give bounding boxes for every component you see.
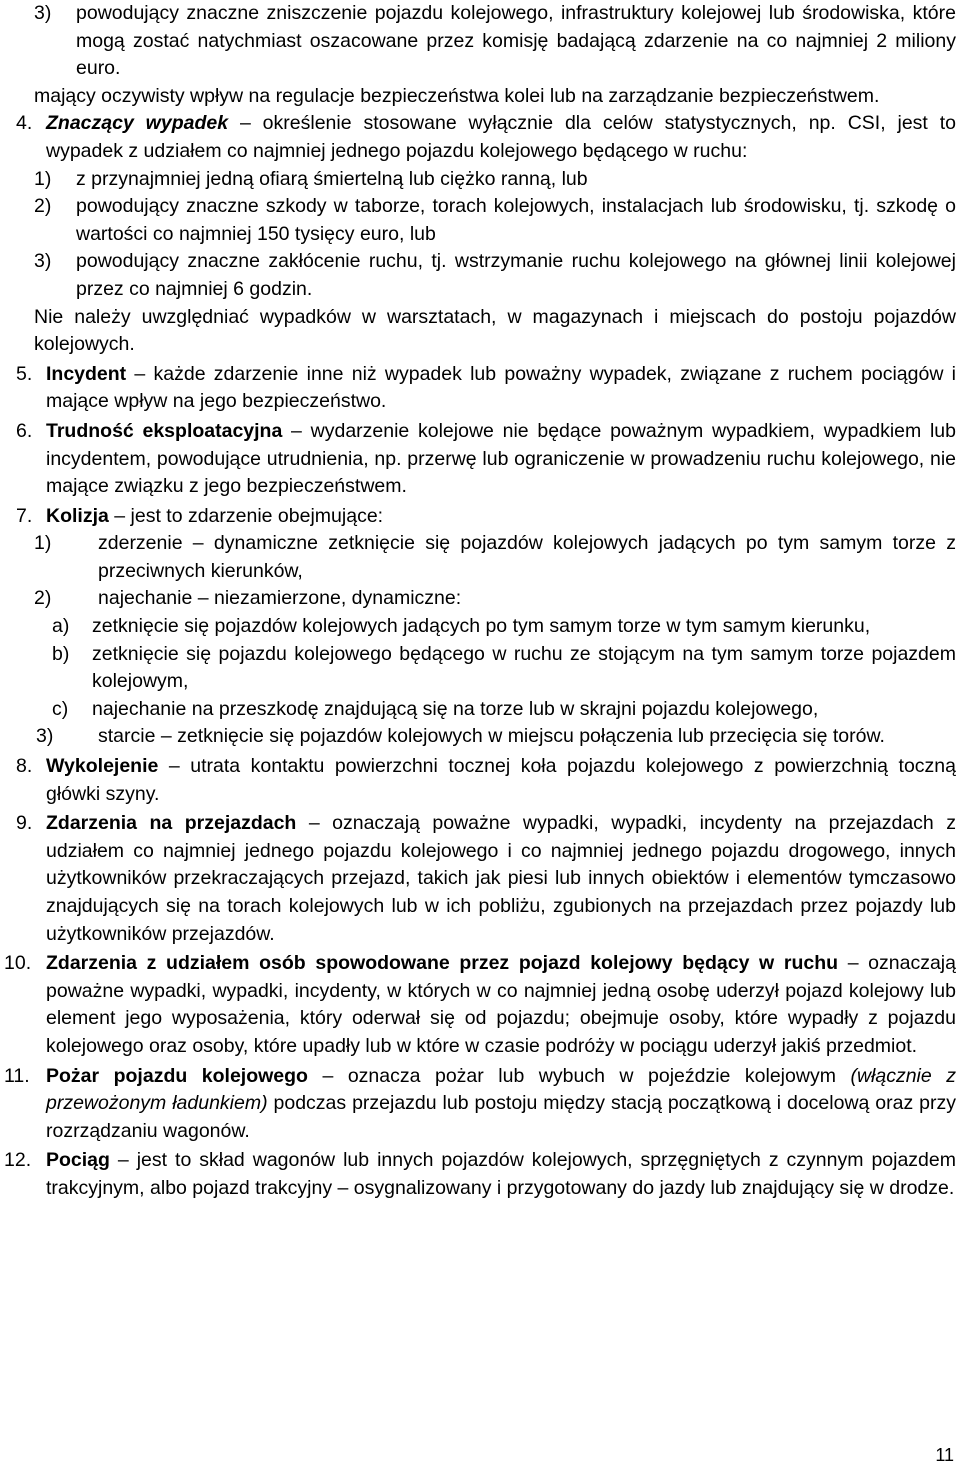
- definition-7: 7. Kolizja – jest to zdarzenie obejmujące:: [16, 504, 384, 527]
- item-text: mający oczywisty wpływ na regulacje bezpieczeństwa kolei lub na zarządzanie bezpieczeństwem.: [34, 84, 880, 107]
- list-item: 1) z przynajmniej jedną ofiarą śmiertelną lub ciężko ranną, lub: [34, 167, 588, 190]
- definition-term: Incydent: [46, 362, 127, 385]
- sub-list-item: a) zetknięcie się pojazdów kolejowych jadących po tym samym torze w tym samym kierunku,: [52, 615, 871, 638]
- definition-term: Zdarzenia na przejazdach: [46, 812, 297, 835]
- document-body: [4, 0, 956, 1203]
- definition-term: Zdarzenia z udziałem osób spowodowane przez pojazd kolejowy będący w ruchu: [46, 952, 839, 975]
- list-item: 2) powodujący znaczne szkody w taborze, torach kolejowych, instalacjach lub środowisku, tj. szkodę o wartości co najmniej 150 tysięcy euro, lub: [34, 195, 956, 245]
- definition-11: 11. Pożar pojazdu kolejowego – oznacza pożar lub wybuch w pojeździe kolejowym (włącznie z przewożonym ładunkiem) podczas przejazdu lub postoju między stacją początkową i docelową oraz przy rozrządzaniu wagonów.: [4, 1064, 956, 1142]
- definition-term: Znaczący wypadek: [46, 112, 229, 135]
- definition-text: – określenie stosowane wyłącznie dla celów statystycznych, np. CSI, jest to wypadek z udziałem co najmniej jednego pojazdu kolejowego będącego w ruchu:: [46, 112, 956, 162]
- definition-10: 10. Zdarzenia z udziałem osób spowodowane przez pojazd kolejowy będący w ruchu – oznaczają poważne wypadki, wypadki, incydenty, w których w co najmniej jedną osobę uderzył pojazd kolejowy lub element jego wyposażenia, który oderwał się od pojazdu; obejmuje osoby, które wypadły z pojazdu kolejowego oraz osoby, które upadły lub w które w czasie podróży w pociągu uderzył jakiś przedmiot.: [4, 952, 956, 1057]
- item-text: powodujący znaczne zniszczenie pojazdu kolejowego, infrastruktury kolejowej lub środowiska, które mogą zostać natychmiast oszacowane przez komisję badającą zdarzenie na co najmniej 2 miliony euro.: [76, 2, 956, 80]
- list-item: 3) starcie – zetknięcie się pojazdów kolejowych w miejscu połączenia lub przecięcia się torów.: [36, 725, 885, 748]
- definition-12: 12. Pociąg – jest to skład wagonów lub innych pojazdów kolejowych, sprzęgniętych z czynnym pojazdem trakcyjnym, albo pojazd trakcyjny – osygnalizowany i przygotowany do jazdy lub znajdujący się w drodze.: [4, 1149, 956, 1199]
- definition-8: 8. Wykolejenie – utrata kontaktu powierzchni tocznej koła pojazdu kolejowego z powierzchnią toczną główki szyny.: [16, 755, 956, 805]
- page-number: 11: [935, 1445, 954, 1465]
- note-paragraph: Nie należy uwzględniać wypadków w warsztatach, w magazynach i miejscach do postoju pojazdów kolejowych.: [34, 305, 956, 356]
- list-item: [34, 83, 956, 111]
- definition-term: Wykolejenie: [46, 755, 159, 778]
- list-item: [34, 0, 956, 83]
- sub-list-item: c) najechanie na przeszkodę znajdującą się na torze lub w skrajni pojazdu kolejowego,: [52, 697, 819, 720]
- definition-term: Kolizja: [46, 504, 109, 527]
- definition-number: 4.: [16, 112, 33, 135]
- definition-9: 9. Zdarzenia na przejazdach – oznaczają poważne wypadki, wypadki, incydenty na przejazdach z udziałem co najmniej jednego pojazdu kolejowego i co najmniej jednego pojazdu drogowego, innych użytkowników przekraczających przejazd, takich jak piesi lub innych obiektów i elementów tymczasowo znajdujących się na torach kolejowych lub w ich pobliżu, zgubionych na przejazdach przez pojazdy lub użytkowników przejazdów.: [16, 812, 956, 945]
- sub-list-item: b) zetknięcie się pojazdu kolejowego będącego w ruchu ze stojącym na tym samym torze pojazdem kolejowym,: [52, 642, 956, 693]
- definition-4: [16, 110, 956, 165]
- definition-6: 6. Trudność eksploatacyjna – wydarzenie kolejowe nie będące poważnym wypadkiem, wypadkiem lub incydentem, powodujące utrudnienia, np. przerwę lub ograniczenie w prowadzeniu ruchu kolejowego, nie mające związku z jego bezpieczeństwem.: [16, 419, 956, 498]
- definition-5: 5. Incydent – każde zdarzenie inne niż wypadek lub poważny wypadek, związane z ruchem pociągów i mające wpływ na jego bezpieczeństwo.: [16, 362, 956, 413]
- list-item: 1) zderzenie – dynamiczne zetknięcie się pojazdów kolejowych jadących po tym samym torze z przeciwnych kierunków,: [34, 532, 956, 582]
- definition-term: Pożar pojazdu kolejowego: [46, 1064, 308, 1087]
- definition-term: Trudność eksploatacyjna: [46, 419, 283, 442]
- item-number: 3): [34, 2, 52, 24]
- list-item: 3) powodujący znaczne zakłócenie ruchu, tj. wstrzymanie ruchu kolejowego na głównej linii kolejowej przez co najmniej 6 godzin.: [34, 250, 956, 300]
- list-item: 2) najechanie – niezamierzone, dynamiczne:: [34, 587, 462, 610]
- definition-term: Pociąg: [46, 1149, 110, 1172]
